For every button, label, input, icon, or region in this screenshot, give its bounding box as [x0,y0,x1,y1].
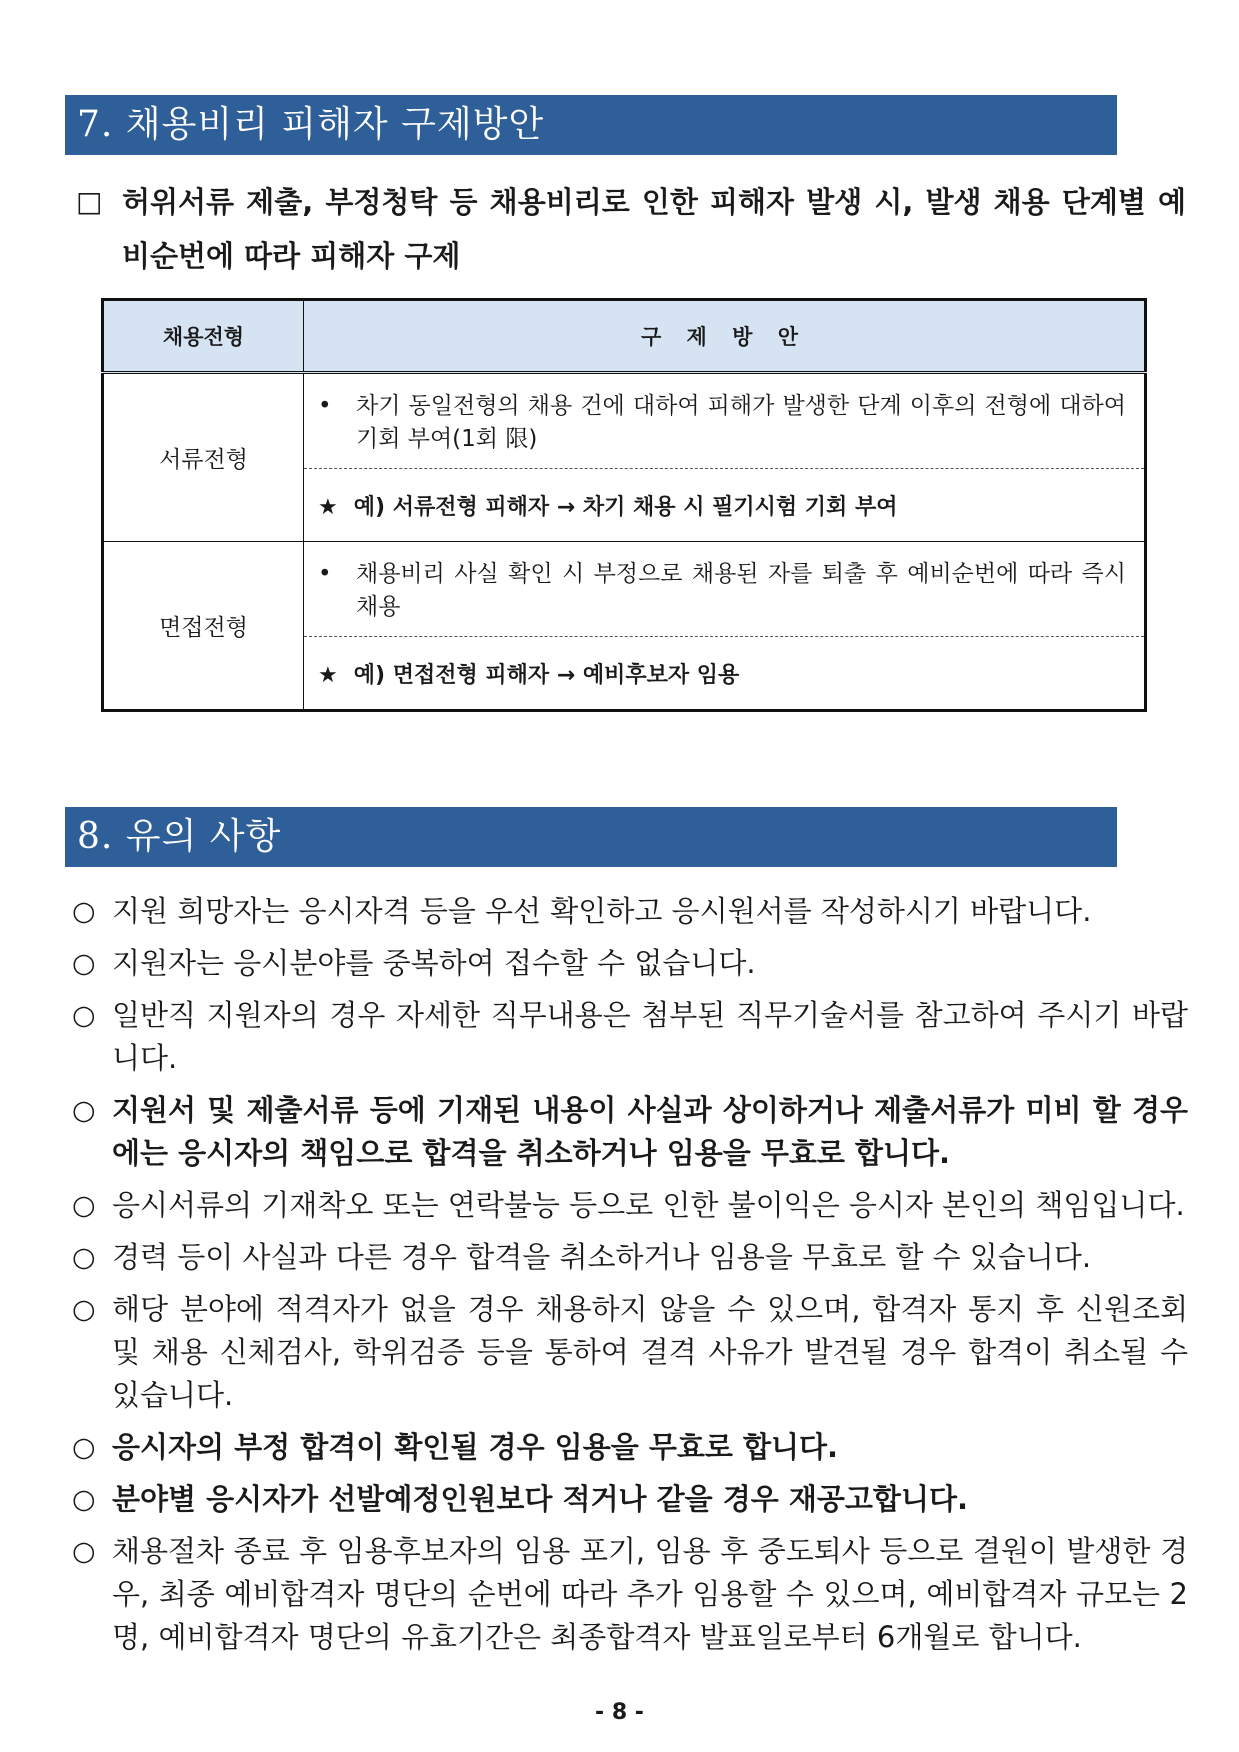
circle-marker-icon: ○ [72,1294,96,1325]
note-text: 응시자의 부정 합격이 확인될 경우 임용을 무효로 합니다. [112,1430,839,1464]
list-item [72,1288,1188,1417]
note-text: 일반직 지원자의 경우 자세한 직무내용은 첨부된 직무기술서를 참고하여 주시기 바랍니다. [112,998,1188,1075]
circle-marker-icon: ○ [72,1484,96,1515]
star-icon: ★ [318,494,338,520]
note-text: 채용절차 종료 후 임용후보자의 임용 포기, 임용 후 중도퇴사 등으로 결원이 발생한 경우, 최종 예비합격자 명단의 순번에 따라 추가 임용할 수 있으며, 예비합격자 규모는 2명, 예비합격자 명단의 유효기간은 최종합격자 발표일로부터 6개월로 합니다. [112,1534,1188,1654]
list-item [72,994,1188,1080]
note-text: 응시서류의 기재착오 또는 연락불능 등으로 인한 불이익은 응시자 본인의 책임입니다. [112,1188,1185,1222]
circle-marker-icon: ○ [72,1095,96,1126]
note-text: 분야별 응시자가 선발예정인원보다 적거나 같을 경우 재공고합니다. [112,1482,968,1516]
table-row [103,542,1146,637]
notes-list [72,890,1188,1668]
bullet-icon: • [318,393,332,419]
list-item [72,1089,1188,1175]
star-icon: ★ [318,662,338,688]
circle-marker-icon: ○ [72,1190,96,1221]
checkbox-marker: □ [76,185,103,218]
note-text: 지원서 및 제출서류 등에 기재된 내용이 사실과 상이하거나 제출서류가 미비 할 경우에는 응시자의 책임으로 합격을 취소하거나 임용을 무효로 합니다. [112,1093,1188,1170]
section-7-header: 7. 채용비리 피해자 구제방안 [65,95,1117,155]
header-relief-plan: 구 제 방 안 [304,300,1146,373]
circle-marker-icon: ○ [72,1536,96,1567]
circle-marker-icon: ○ [72,1000,96,1031]
note-text: 지원 희망자는 응시자격 등을 우선 확인하고 응시원서를 작성하시기 바랍니다. [112,894,1092,928]
stage-cell-document: 서류전형 [103,373,304,542]
section-8-header: 8. 유의 사항 [65,807,1117,867]
relief-table [101,298,1147,712]
list-item [72,942,1188,985]
description-text: 채용비리 사실 확인 시 부정으로 채용된 자를 퇴출 후 예비순번에 따라 즉시 채용 [356,561,1126,620]
circle-marker-icon: ○ [72,1432,96,1463]
description-cell [304,542,1146,637]
relief-table-header-row [103,300,1146,373]
example-cell [304,637,1146,711]
circle-marker-icon: ○ [72,948,96,979]
header-stage: 채용전형 [103,300,304,373]
note-text: 해당 분야에 적격자가 없을 경우 채용하지 않을 수 있으며, 합격자 통지 후 신원조회 및 채용 신체검사, 학위검증 등을 통하여 결격 사유가 발견될 경우 합격이 취소될 수 있습니다. [112,1292,1188,1412]
list-item [72,890,1188,933]
page-number: - 8 - [595,1700,644,1725]
stage-cell-interview: 면접전형 [103,542,304,711]
list-item [72,1530,1188,1659]
circle-marker-icon: ○ [72,896,96,927]
circle-marker-icon: ○ [72,1242,96,1273]
description-text: 차기 동일전형의 채용 건에 대하여 피해가 발생한 단계 이후의 전형에 대하여 기회 부여(1회 限) [356,393,1126,452]
list-item [72,1478,1188,1521]
note-text: 경력 등이 사실과 다른 경우 합격을 취소하거나 임용을 무효로 할 수 있습니다. [112,1240,1092,1274]
example-text: 예) 서류전형 피해자 → 차기 채용 시 필기시험 기회 부여 [353,494,898,520]
list-item [72,1236,1188,1279]
description-cell [304,373,1146,469]
example-cell [304,469,1146,542]
section-7-intro-text: 허위서류 제출, 부정청탁 등 채용비리로 인한 피해자 발생 시, 발생 채용 단계별 예비순번에 따라 피해자 구제 [122,185,1186,273]
section-7-intro [76,175,1186,283]
list-item [72,1184,1188,1227]
note-text: 지원자는 응시분야를 중복하여 접수할 수 없습니다. [112,946,756,980]
example-text: 예) 면접전형 피해자 → 예비후보자 임용 [353,662,740,688]
list-item [72,1426,1188,1469]
bullet-icon: • [318,561,332,587]
table-row [103,373,1146,469]
